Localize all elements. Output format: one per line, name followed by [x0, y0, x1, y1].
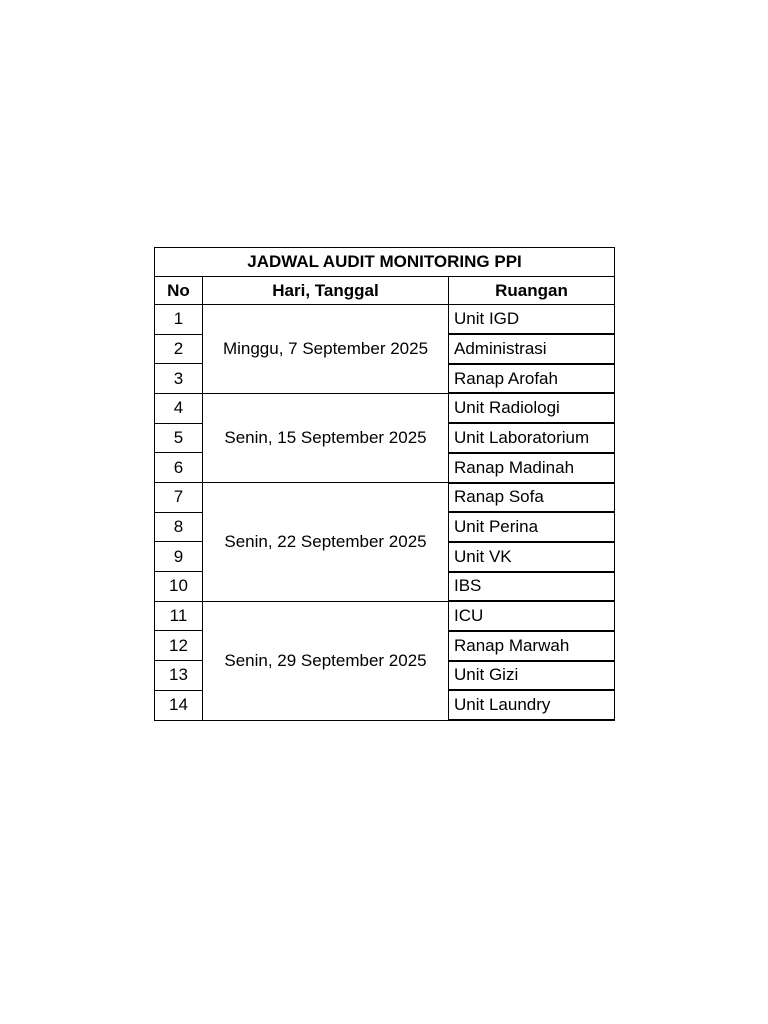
table-row: [155, 305, 615, 334]
table-row: [155, 483, 615, 513]
row-number: 1: [155, 305, 203, 334]
column-header-room: Ruangan: [449, 276, 615, 305]
date-cell: Senin, 15 September 2025: [203, 393, 449, 482]
table-row: [155, 393, 615, 423]
date-cell: Senin, 29 September 2025: [203, 601, 449, 720]
row-number: 12: [155, 631, 203, 661]
row-number: 11: [155, 601, 203, 631]
row-number: 3: [155, 364, 203, 394]
room-cell: ICU: [449, 601, 615, 631]
room-cell: Unit Laundry: [449, 690, 615, 720]
date-cell: Minggu, 7 September 2025: [203, 305, 449, 394]
room-cell: Administrasi: [449, 334, 615, 364]
row-number: 4: [155, 393, 203, 423]
header-row: [155, 276, 615, 305]
room-cell: Unit Perina: [449, 512, 615, 542]
room-cell: Unit Laboratorium: [449, 423, 615, 453]
table-row: [155, 601, 615, 631]
column-header-date: Hari, Tanggal: [203, 276, 449, 305]
row-number: 8: [155, 512, 203, 542]
room-cell: Unit VK: [449, 542, 615, 572]
row-number: 9: [155, 542, 203, 572]
row-number: 2: [155, 334, 203, 364]
row-number: 6: [155, 453, 203, 483]
room-cell: Unit Radiologi: [449, 393, 615, 423]
room-cell: IBS: [449, 572, 615, 602]
row-number: 5: [155, 423, 203, 453]
schedule-sheet: [154, 247, 614, 721]
room-cell: Unit IGD: [449, 305, 615, 334]
room-cell: Ranap Arofah: [449, 364, 615, 394]
column-header-no: No: [155, 276, 203, 305]
row-number: 10: [155, 572, 203, 602]
row-number: 14: [155, 690, 203, 720]
room-cell: Ranap Sofa: [449, 483, 615, 513]
room-cell: Unit Gizi: [449, 661, 615, 691]
room-cell: Ranap Madinah: [449, 453, 615, 483]
schedule-table: [154, 247, 615, 721]
row-number: 7: [155, 483, 203, 513]
title-row: [155, 248, 615, 277]
table-title: JADWAL AUDIT MONITORING PPI: [155, 248, 615, 277]
row-number: 13: [155, 661, 203, 691]
date-cell: Senin, 22 September 2025: [203, 483, 449, 602]
room-cell: Ranap Marwah: [449, 631, 615, 661]
